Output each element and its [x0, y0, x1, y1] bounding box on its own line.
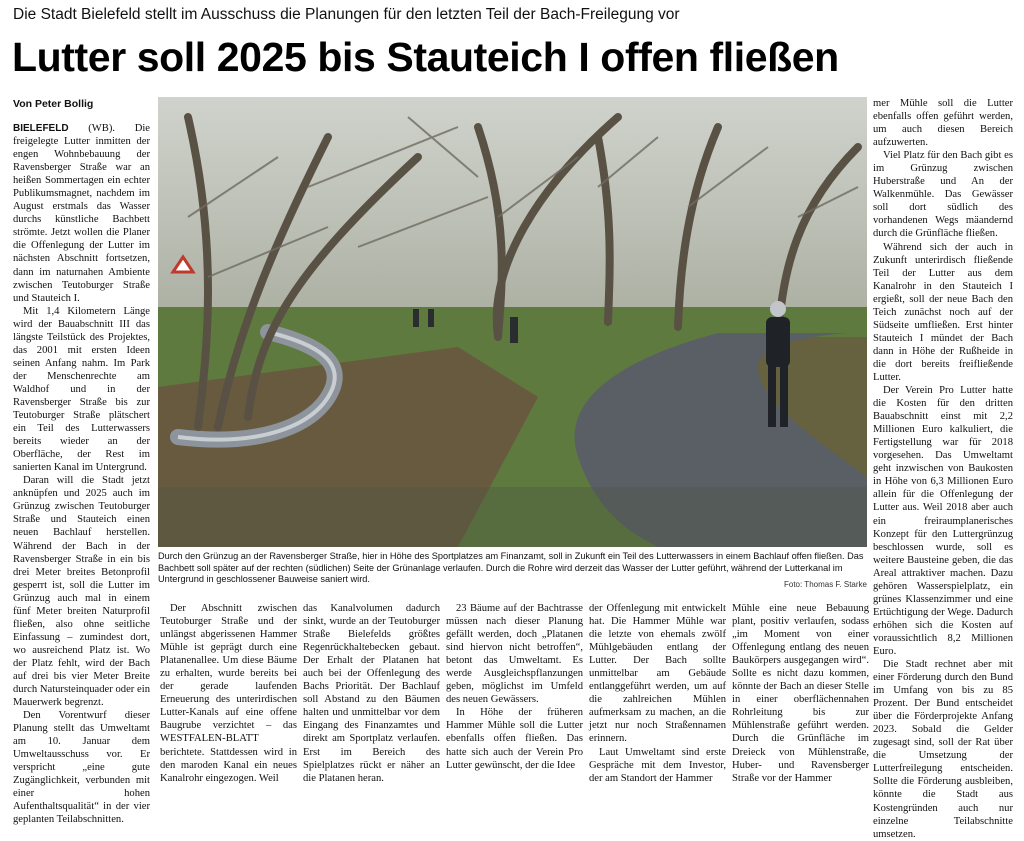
- paragraph: mer Mühle soll die Lutter ebenfalls offen geführt werden, um auch diesen Bereich aufzuwerten.: [873, 98, 1013, 149]
- paragraph: Während sich der auch in Zukunft unterirdisch fließende Teil der Lutter aus dem Kanalrohr in den Stauteich I ergießt, soll der neue Bach den Teich zunächst noch auf der Südseite umfließen. Erst hinter Stauteich I mündet der Bach dann in Höhe der Rußheide in die dort bereits freifließende Lutter.: [873, 241, 1013, 383]
- dateline: BIELEFELD: [13, 123, 69, 134]
- paragraph: Mit 1,4 Kilometern Länge wird der Bauabschnitt III das längste Teilstück des Projektes, das 2001 mit ersten Ideen seinen Anfang nahm. Im Park der Menschenrechte am Waldhof und in der Ravensberger Straße bis zur Teutoburger Straße plätschert ein Teil des Lutterwassers bereits wieder an der Oberfläche, der Rest im sanierten Kanal im Untergrund.: [13, 305, 150, 474]
- article-column-1: [13, 122, 150, 826]
- article-column-5: [589, 602, 726, 784]
- paragraph: 23 Bäume auf der Bachtrasse müssen nach dieser Planung gefällt werden, doch „Platanen sind hiervon nicht betroffen“, betont das Umweltamt. Es werde Ausgleichspflanzungen geben, möglichst im Umfeld des neuen Gewässers.: [446, 603, 583, 706]
- byline: Von Peter Bollig: [13, 98, 94, 110]
- sky: [158, 97, 867, 337]
- kicker: Die Stadt Bielefeld stellt im Ausschuss die Planungen für den letzten Teil der Bach-Freilegung vor: [13, 6, 680, 23]
- article-column-3: [303, 602, 440, 784]
- headline: Lutter soll 2025 bis Stauteich I offen fließen: [12, 34, 839, 80]
- foreground-shadow: [158, 487, 867, 547]
- photo-caption: Durch den Grünzug an der Ravensberger Straße, hier in Höhe des Sportplatzes am Finanzamt, soll in Zukunft ein Teil des Lutterwassers in einem Bachlauf offen fließen. Das Bachbett soll später auf der rechten (südlichen) Seite der Grünanlage verlaufen. Durch die Rohre wird derzeit das Wasser der Lutter geführt, während der Lutterkanal im Untergrund in geschlossener Bauweise saniert wird.: [158, 551, 864, 584]
- paragraph-text: (WB). Die freigelegte Lutter inmitten der engen Wohnbebauung der Ravensberger Straße war an heißen Sommertagen ein echter Publikumsmagnet, nachdem im August erstmals das Wasser durchs künstliche Bachbett strömte. Jetzt wollen die Planer die Offenlegung der Lutter im nächsten Abschnitt fortsetzen, dann im naturnahen Ambiente zwischen Teutoburger Straße und Stauteich I.: [13, 123, 150, 304]
- paragraph: Laut Umweltamt sind erste Gespräche mit dem Investor, der am Standort der Hammer: [589, 746, 726, 784]
- paragraph: das Kanalvolumen dadurch sinkt, wurde an der Teutoburger Straße Bielefelds größtes Regenrückhaltebecken gebaut. Der Erhalt der Platanen hat auch bei der Offenlegung des Bachs Priorität. Der Bachlauf soll Abstand zu den Bäumen halten und unmittelbar vor dem Eingang des Finanzamtes und direkt am Sportplatz verlaufen. Erst im Bereich des Spielplatzes rückt er näher an die Platanen heran.: [303, 603, 440, 784]
- paragraph: Der Verein Pro Lutter hatte die Kosten für den dritten Bauabschnitt einst mit 2,2 Millionen Euro kalkuliert, die Fertigstellung war für 2018 vorgesehen. Das Umweltamt geht inzwischen von Baukosten in Höhe von 6,3 Millionen Euro allein für die Offenlegung der Lutter aus. Weil 2018 aber auch ein freiraumplanerisches Konzept für den Luttergrünzug beschlossen wurde, soll es weitere Bausteine geben, die das Areal attraktiver machen. Dazu gehören Wasserspielplatz, ein grünes Klassenzimmer und eine Ertüchtigung der Wege. Dadurch erhöhen sich die Kosten auf voraussichtlich 8,2 Millionen Euro.: [873, 385, 1013, 657]
- paragraph: Der Abschnitt zwischen Teutoburger Straße und der unlängst abgerissenen Hammer Mühle ist geprägt durch eine Platanenallee. Um diese Bäume zu erhalten, wurde bereits bei der gerade laufenden Erneuerung des unterirdischen Lutter-Kanals auf eine offene Baugrube verzichtet – das WESTFALEN-BLATT berichtete. Stattdessen wird in den maroden Kanal ein neues Kanalrohr eingezogen. Weil: [160, 603, 297, 784]
- paragraph: Den Vorentwurf dieser Planung stellt das Umweltamt am 10. Januar dem Umweltausschuss vor. Er verspricht „eine gute Zugänglichkeit, verbunden mit einer hohen Aufenthaltsqualität“ in der vier geplanten Teilabschnitten.: [13, 710, 150, 826]
- article-column-6: [732, 602, 869, 784]
- paragraph: In Höhe der früheren Hammer Mühle soll die Lutter ebenfalls offen fließen. Das hatte sich auch der Verein Pro Lutter gewünscht, der die Idee: [446, 707, 583, 771]
- paragraph: der Offenlegung mit entwickelt hat. Die Hammer Mühle war die letzte von ehemals zwölf Mühlgebäuden entlang der Lutter. Der Bach sollte unmittelbar am Gebäude entlanggeführt werden, um auf die zahlreichen Mühlen aufmerksam zu machen, an die jetzt nur noch Straßennamen erinnern.: [589, 603, 726, 745]
- paragraph: [13, 122, 150, 305]
- paragraph: Mühle eine neue Bebauung plant, positiv verlaufen, sodass „im Moment von einer Offenlegung entlang des neuen Baukörpers ausgegangen wird“. Sollte es nicht dazu kommen, könnte der Bach an dieser Stelle in einer oberflächennahen Rohrleitung bis zur Mühlenstraße geführt werden. Durch die Grünfläche im Dreieck von Mühlenstraße, Huber- und Ravensberger Straße vor der Hammer: [732, 603, 869, 784]
- paragraph: Viel Platz für den Bach gibt es im Grünzug zwischen Huberstraße und An der Walkenmühle. Das Gewässer soll dort südlich des vorhandenen Wegs mäandernd durch die Grünfläche fließen.: [873, 150, 1013, 240]
- article-column-4: [446, 602, 583, 772]
- article-column-2: [160, 602, 297, 784]
- paragraph: Daran will die Stadt jetzt anknüpfen und 2025 auch im Grünzug zwischen Teutoburger Straße und Stauteich einen neuen Bachlauf herstellen. Während der Bach in der Ravensberger Straße in ein bis drei Meter breites Betonprofil gesperrt ist, soll die Lutter im Grünzug auch mal in einem fünf Meter breiten Naturprofil fließen, also ohne seitliche Einfassung – zumindest dort, wo ausreichend Platz ist. Wo der Platz fehlt, wird der Bach auf drei bis vier Meter Breite durch Natursteinquader oder ein Mauerwerk begrenzt.: [13, 475, 150, 709]
- article-column-right: [873, 97, 1013, 840]
- photo-park-scene: [158, 97, 867, 547]
- photo-credit: Foto: Thomas F. Starke: [784, 580, 867, 589]
- paragraph: Die Stadt rechnet aber mit einer Förderung durch den Bund im Umfang von bis zu 85 Prozent. Der Bund entscheidet über die Förderprojekte Anfang 2023. Sobald die Gelder zugesagt sind, soll der Rat über die Umsetzung der Lutterfreilegung entscheiden. Sollte die Förderung ausbleiben, könnte die Stadt aus Kostengründen auch nur einzelne Teilabschnitte umsetzen.: [873, 659, 1013, 840]
- article-photo: [158, 97, 867, 547]
